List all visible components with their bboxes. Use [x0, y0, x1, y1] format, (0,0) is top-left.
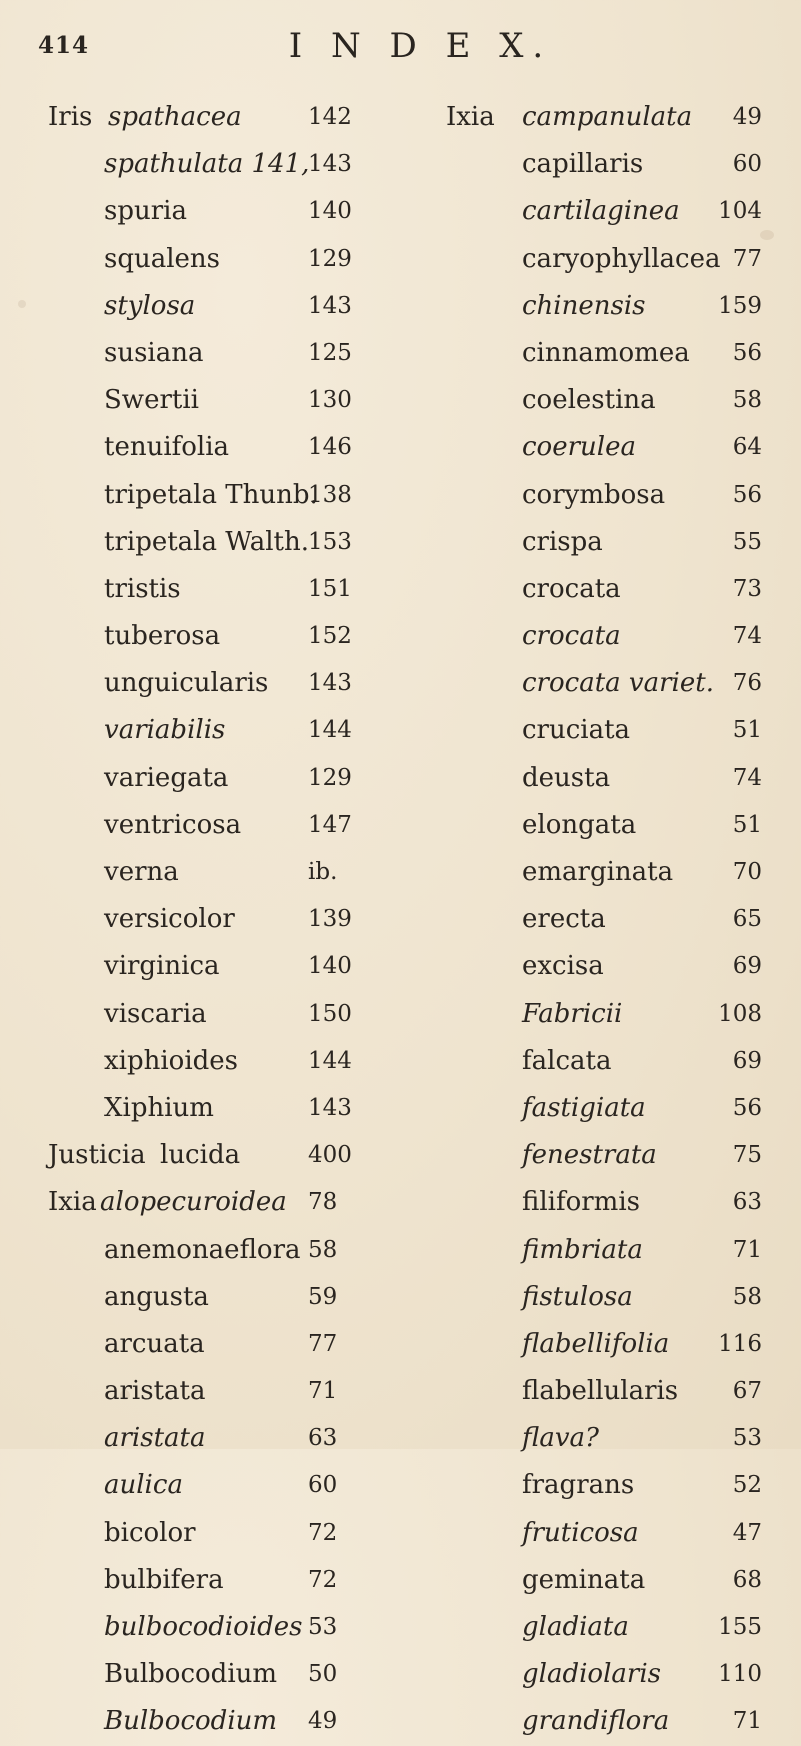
species-name: filiformis [522, 1187, 640, 1218]
species-name: caryophyllacea [522, 243, 721, 274]
index-entry [48, 472, 388, 519]
species-name: Xiphium [104, 1092, 214, 1123]
page-reference: 60 [732, 151, 762, 178]
page-reference: 143 [308, 1094, 352, 1121]
page-reference: 104 [718, 198, 762, 225]
page-reference: 108 [718, 1000, 762, 1027]
index-entry [48, 236, 388, 283]
page-reference: 72 [308, 1566, 338, 1593]
page-reference: 78 [308, 1189, 338, 1216]
page-reference: 159 [718, 292, 762, 319]
species-name: susiana [104, 337, 204, 368]
index-entry [48, 707, 388, 754]
page-reference: 53 [308, 1614, 338, 1640]
species-name: fastigiata [522, 1092, 646, 1123]
page-reference: 116 [718, 1330, 762, 1357]
page-reference: 64 [732, 434, 762, 461]
species-name: gladiolaris [522, 1659, 661, 1690]
species-name: crocata variet. [522, 668, 714, 699]
page-reference: 77 [732, 245, 762, 272]
species-name: campanulata [522, 102, 693, 132]
index-entry [48, 660, 388, 707]
page-reference: 153 [308, 528, 352, 555]
species-name: fenestrata [522, 1140, 657, 1171]
page-reference: 47 [732, 1519, 762, 1546]
index-entry [446, 424, 766, 471]
index-entry [48, 94, 388, 141]
index-entry [446, 707, 766, 754]
page-reference: 56 [732, 1094, 762, 1121]
index-entry [48, 896, 388, 943]
index-entry [48, 1698, 388, 1745]
index-entry [48, 1462, 388, 1509]
page-reference: 58 [308, 1236, 338, 1263]
species-name: crispa [522, 526, 603, 557]
index-entry [446, 472, 766, 519]
species-name: Bulbocodium [104, 1659, 278, 1690]
species-name: deusta [522, 762, 611, 793]
index-entry [48, 802, 388, 849]
species-name: tripetala Walth. [104, 526, 309, 557]
page-reference: 143 [308, 670, 352, 697]
index-entry [48, 1227, 388, 1274]
species-name: cartilaginea [522, 196, 680, 227]
species-name: flabellularis [522, 1376, 679, 1407]
page-reference: 72 [308, 1519, 338, 1546]
page-reference: 58 [732, 1283, 762, 1310]
species-name: capillaris [522, 149, 644, 180]
species-name: bulbocodioides [104, 1612, 303, 1642]
index-entry [446, 1415, 766, 1462]
page-reference: 56 [732, 339, 762, 366]
index-entry [446, 1085, 766, 1132]
index-entry [48, 566, 388, 613]
index-entry [48, 1038, 388, 1085]
species-name: falcata [522, 1045, 612, 1076]
species-name: crocata [522, 573, 621, 604]
species-name: fragrans [522, 1470, 635, 1501]
index-entry [446, 236, 766, 283]
species-name: corymbosa [522, 479, 666, 510]
index-entry [48, 1604, 388, 1651]
page-reference: 49 [732, 104, 762, 130]
page-reference: 68 [732, 1566, 762, 1593]
species-name: erecta [522, 904, 606, 935]
index-entry [446, 1038, 766, 1085]
index-entry [446, 377, 766, 424]
page-reference: 125 [308, 339, 352, 366]
index-entry [446, 94, 766, 141]
index-column-left [48, 94, 388, 1746]
species-name: bulbifera [104, 1564, 224, 1595]
page-reference: 139 [308, 906, 352, 933]
index-entry [48, 1510, 388, 1557]
species-name: spathulata 141, [104, 149, 310, 180]
species-name: aulica [104, 1470, 183, 1501]
index-entry [48, 755, 388, 802]
species-name: Fabricii [522, 998, 623, 1029]
page-reference: 67 [732, 1378, 762, 1405]
index-entry [446, 1179, 766, 1226]
species-name: tuberosa [104, 621, 221, 652]
page-reference: 130 [308, 387, 352, 414]
page-reference: 144 [308, 717, 352, 744]
species-name: grandiflora [522, 1706, 670, 1737]
index-entry [48, 991, 388, 1038]
species-name: emarginata [522, 857, 674, 887]
index-entry [446, 1557, 766, 1604]
index-entry [446, 613, 766, 660]
index-entry [48, 1085, 388, 1132]
page-reference: 51 [732, 717, 762, 744]
species-name: cruciata [522, 715, 631, 746]
species-name: tristis [104, 573, 181, 604]
index-entry [446, 1274, 766, 1321]
species-name: flabellifolia [522, 1328, 670, 1359]
page-reference: 71 [308, 1378, 338, 1405]
page-reference: 69 [732, 1047, 762, 1074]
genus-name: Ixia [48, 1187, 97, 1218]
index-entry [446, 896, 766, 943]
page-reference: 143 [308, 292, 352, 319]
index-entry [446, 1651, 766, 1698]
species-name: fruticosa [522, 1517, 639, 1548]
index-entry [446, 188, 766, 235]
species-name: bicolor [104, 1517, 196, 1548]
page-reference: ib. [308, 859, 338, 885]
species-name: chinensis [522, 290, 646, 321]
page-reference: 65 [732, 906, 762, 933]
page-reference: 155 [718, 1614, 762, 1640]
species-name: angusta [104, 1281, 209, 1312]
index-entry [446, 519, 766, 566]
index-entry [446, 1368, 766, 1415]
page-reference: 58 [732, 387, 762, 414]
index-entry [48, 1179, 388, 1226]
page-reference: 151 [308, 575, 352, 602]
page-reference: 77 [308, 1330, 338, 1357]
index-entry [48, 613, 388, 660]
page-reference: 53 [732, 1425, 762, 1452]
index-entry [48, 283, 388, 330]
genus-name: Iris [48, 102, 93, 132]
species-name: elongata [522, 809, 637, 840]
index-entry [446, 1132, 766, 1179]
species-name: coelestina [522, 385, 656, 416]
page-reference: 56 [732, 481, 762, 508]
index-entry [446, 566, 766, 613]
page-reference: 152 [308, 623, 352, 650]
page-reference: 400 [308, 1142, 352, 1169]
species-name: lucida [160, 1140, 241, 1171]
index-entry [48, 1368, 388, 1415]
page-reference: 129 [308, 245, 352, 272]
species-name: virginica [104, 951, 220, 982]
species-name: crocata [522, 621, 621, 652]
species-name: verna [104, 857, 179, 887]
index-entry [48, 1415, 388, 1462]
page-reference: 71 [732, 1236, 762, 1263]
species-name: flava? [522, 1423, 599, 1454]
species-name: aristata [104, 1376, 206, 1407]
species-name: gladiata [522, 1612, 629, 1642]
species-name: tenuifolia [104, 432, 230, 463]
index-entry [48, 1651, 388, 1698]
page-reference: 140 [308, 198, 352, 225]
page-reference: 138 [308, 481, 352, 508]
species-name: spuria [104, 196, 187, 227]
species-name: coerulea [522, 432, 636, 463]
index-entry [446, 283, 766, 330]
page-reference: 63 [308, 1425, 338, 1452]
page-reference: 110 [718, 1661, 762, 1688]
page-reference: 147 [308, 811, 352, 838]
index-entry [446, 755, 766, 802]
page-reference: 74 [732, 623, 762, 650]
index-entry [48, 1274, 388, 1321]
page-reference: 71 [732, 1708, 762, 1735]
species-name: anemonaeflora [104, 1234, 301, 1265]
page-reference: 75 [732, 1142, 762, 1169]
species-name: xiphioides [104, 1045, 239, 1076]
page-reference: 143 [308, 151, 352, 178]
page-reference: 69 [732, 953, 762, 980]
page-reference: 60 [308, 1472, 338, 1499]
page-reference: 52 [732, 1472, 762, 1499]
page-header [0, 26, 801, 72]
species-name: alopecuroidea [100, 1187, 287, 1218]
page-reference: 140 [308, 953, 352, 980]
running-head: I N D E X. [288, 26, 553, 66]
index-entry [48, 377, 388, 424]
index-entry [446, 991, 766, 1038]
page-reference: 129 [308, 764, 352, 791]
index-entry [48, 188, 388, 235]
index-entry [446, 1227, 766, 1274]
page-reference: 150 [308, 1000, 352, 1027]
page-reference: 146 [308, 434, 352, 461]
index-entry [446, 660, 766, 707]
species-name: excisa [522, 951, 604, 982]
page-reference: 63 [732, 1189, 762, 1216]
index-entry [446, 802, 766, 849]
index-entry [48, 943, 388, 990]
species-name: squalens [104, 243, 221, 274]
species-name: versicolor [104, 904, 235, 935]
species-name: aristata [104, 1423, 206, 1454]
species-name: arcuata [104, 1328, 205, 1359]
index-entry [446, 141, 766, 188]
species-name: Bulbocodium [104, 1706, 278, 1737]
index-entry [48, 1557, 388, 1604]
page-reference: 70 [732, 859, 762, 885]
index-entry [446, 1321, 766, 1368]
genus-name: Ixia [446, 102, 495, 132]
page-reference: 73 [732, 575, 762, 602]
index-entry [48, 330, 388, 377]
index-entry [446, 1462, 766, 1509]
page-reference: 50 [308, 1661, 338, 1688]
page-reference: 76 [732, 670, 762, 697]
species-name: variegata [104, 762, 229, 793]
page-reference: 144 [308, 1047, 352, 1074]
page-reference: 59 [308, 1283, 338, 1310]
index-entry [446, 1510, 766, 1557]
index-entry [48, 849, 388, 896]
index-column-right [446, 94, 766, 1746]
species-name: geminata [522, 1564, 646, 1595]
index-entry [48, 1132, 388, 1179]
species-name: viscaria [104, 998, 207, 1029]
genus-name: Justicia [48, 1140, 146, 1171]
index-entry [48, 519, 388, 566]
page-number: 414 [38, 32, 90, 59]
index-entry [48, 424, 388, 471]
index-entry [446, 943, 766, 990]
index-entry [446, 849, 766, 896]
page-reference: 49 [308, 1708, 338, 1735]
species-name: unguicularis [104, 668, 269, 699]
index-entry [446, 330, 766, 377]
species-name: stylosa [104, 290, 196, 321]
page-reference: 51 [732, 811, 762, 838]
index-entry [446, 1698, 766, 1745]
species-name: tripetala Thunb. [104, 479, 318, 510]
species-name: fimbriata [522, 1234, 643, 1265]
index-entry [48, 1321, 388, 1368]
index-entry [48, 141, 388, 188]
species-name: spathacea [108, 102, 242, 132]
species-name: fistulosa [522, 1281, 633, 1312]
species-name: Swertii [104, 385, 199, 416]
species-name: variabilis [104, 715, 226, 746]
page-reference: 142 [308, 104, 352, 130]
index-entry [446, 1604, 766, 1651]
page-reference: 74 [732, 764, 762, 791]
species-name: cinnamomea [522, 337, 690, 368]
page-reference: 55 [732, 528, 762, 555]
species-name: ventricosa [104, 809, 242, 840]
